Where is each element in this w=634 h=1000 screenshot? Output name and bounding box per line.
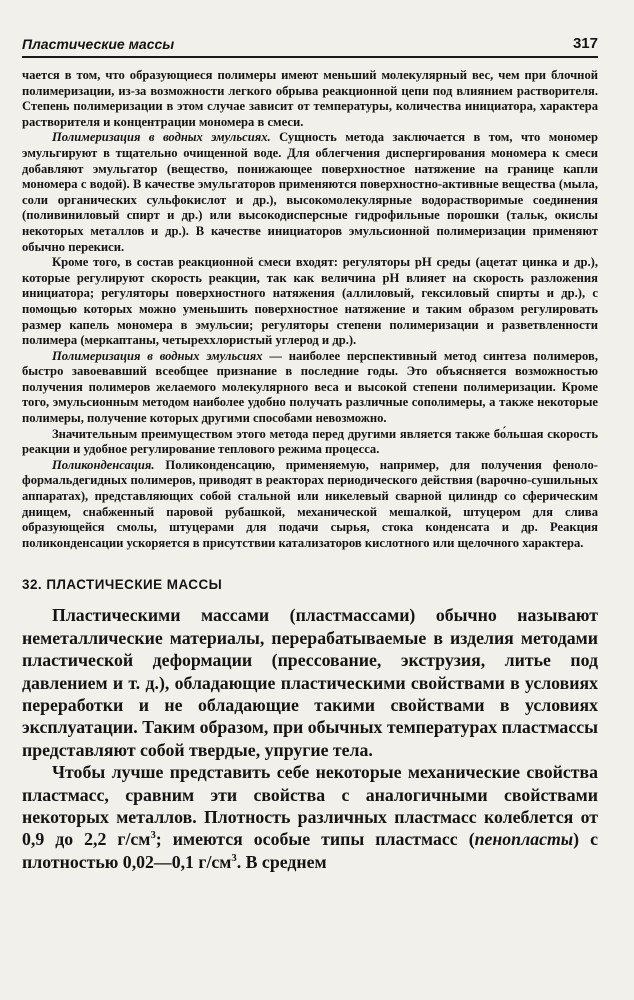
paragraph-solution-polymerization-end (22, 68, 598, 130)
page-header (22, 30, 598, 58)
paragraph-emulsion-polymerization (22, 130, 598, 255)
paragraph-lead: Поликонденсация. (52, 457, 155, 472)
paragraph-lead: Полимеризация в водных эмульсиях. (52, 130, 271, 145)
superscript: 3 (150, 829, 156, 842)
main-text (22, 604, 598, 873)
paragraph-text: Поликонденсацию, применяемую, например, для получения феноло-формальдегидных полимеров, приводят в реакторах периодического действия (варочно-сушильных аппаратах), представляющих собой стальной или никелевый сварной цилиндр со сферическим днищем, снабженный паровой рубашкой, механической мешалкой, штуцером для слива образующейся смолы, штуцерами для подачи сырья, стока конденсата и др. Реакция поликонденсации ускоряется в присутствии катализаторов кислотного или щелочного характера. (22, 457, 598, 550)
paragraph-text: Значительным преимуществом этого метода перед другими является также бо́льшая скорость реакции и удобное регулирование теплового режима процесса. (22, 426, 598, 457)
text-part-3: ) с плотностью 0,02—0,1 г/см (22, 829, 598, 872)
book-page (22, 30, 598, 873)
text-part-2: ; имеются особые типы пластмасс ( (155, 829, 475, 850)
paragraph-text: Кроме того, в состав реакционной смеси входят: регуляторы pH среды (ацетат цинка и др.), которые регулируют скорость реакции, так как величина pH влияет на скорость разложения инициатора; регуляторы поверхностного натяжения (аллиловый, гексиловый спирты и др.), с помощью которых можно уменьшить поверхностное натяжение и таким образом регулировать размер капель мономера в эмульсии; регуляторы степени полимеризации и разветвленности полимера (меркаптаны, четыреххлористый углерод и др.). (22, 255, 598, 348)
paragraph-text: Пластическими массами (пластмассами) обычно называют неметаллические материалы, перерабатываемые в изделия методами пластической деформации (прессование, экструзия, литье под давлением и т. д.), обладающие пластическими свойствами в условиях переработки и не обладающие такими свойствами в условиях эксплуатации. Таким образом, при обычных температурах пластмассы представляют собой твердые, упругие тела. (22, 605, 598, 760)
section-heading: 32. ПЛАСТИЧЕСКИЕ МАССЫ (22, 577, 223, 593)
emphasis-term: пенопласты (474, 829, 574, 850)
small-print-text (22, 68, 598, 551)
paragraph-method-advantage (22, 427, 598, 458)
superscript: 3 (231, 851, 237, 864)
paragraph-text: — наиболее перспективный метод синтеза полимеров, быстро завоевавший всеобщее признание в последние годы. Это объясняется возможностью получения полимеров желаемого молекулярного веса и высокой степени полимеризации. Кроме того, эмульсионным методом наиболее удобно получать различные сополимеры, а также некоторые полимеры, получение которых другими способами невозможно. (22, 348, 598, 426)
paragraph-regulators (22, 255, 598, 349)
text-part-4: . В среднем (236, 851, 327, 872)
paragraph-lead: Полимеризация в водных эмульсиях (52, 348, 263, 363)
paragraph-plastics-definition (22, 604, 598, 761)
page-number: 317 (572, 35, 598, 52)
paragraph-text: чается в том, что образующиеся полимеры имеют меньший молекулярный вес, чем при блочной полимеризации, из-за возможности легкого обрыва реакционной цепи под влиянием растворителя. Степень полимеризации в этом случае зависит от температуры, количества инициатора, характера растворителя и концентрации мономера в смеси. (22, 68, 598, 129)
paragraph-text: Сущность метода заключается в том, что мономер эмульгируют в тщательно очищенной воде. Для облегчения диспергирования мономера к смеси добавляют эмульгатор (вещество, понижающее поверхностное натяжение на границе капли мономера с водой). В качестве эмульгаторов применяются поверхностно-активные вещества (мыла, соли органических сульфокислот и др.), высокомолекулярные водорастворимые соединения (поливиниловый спирт и др.) или высокодисперсные гидрофильные порошки (тальк, окислы некоторых металлов и др.). В качестве инициаторов эмульсионной полимеризации применяют обычно перекиси. (22, 130, 598, 254)
paragraph-emulsion-advantages (22, 349, 598, 427)
running-title: Пластические массы (22, 36, 175, 52)
paragraph-plastics-properties (22, 761, 598, 873)
paragraph-polycondensation (22, 458, 598, 552)
text-part-1: Чтобы лучше представить себе некоторые механические свойства пластмасс, сравним эти свойства с аналогичными свойствами некоторых металлов. Плотность различных пластмасс колеблется от 0,9 до 2,2 г/см (22, 762, 598, 850)
